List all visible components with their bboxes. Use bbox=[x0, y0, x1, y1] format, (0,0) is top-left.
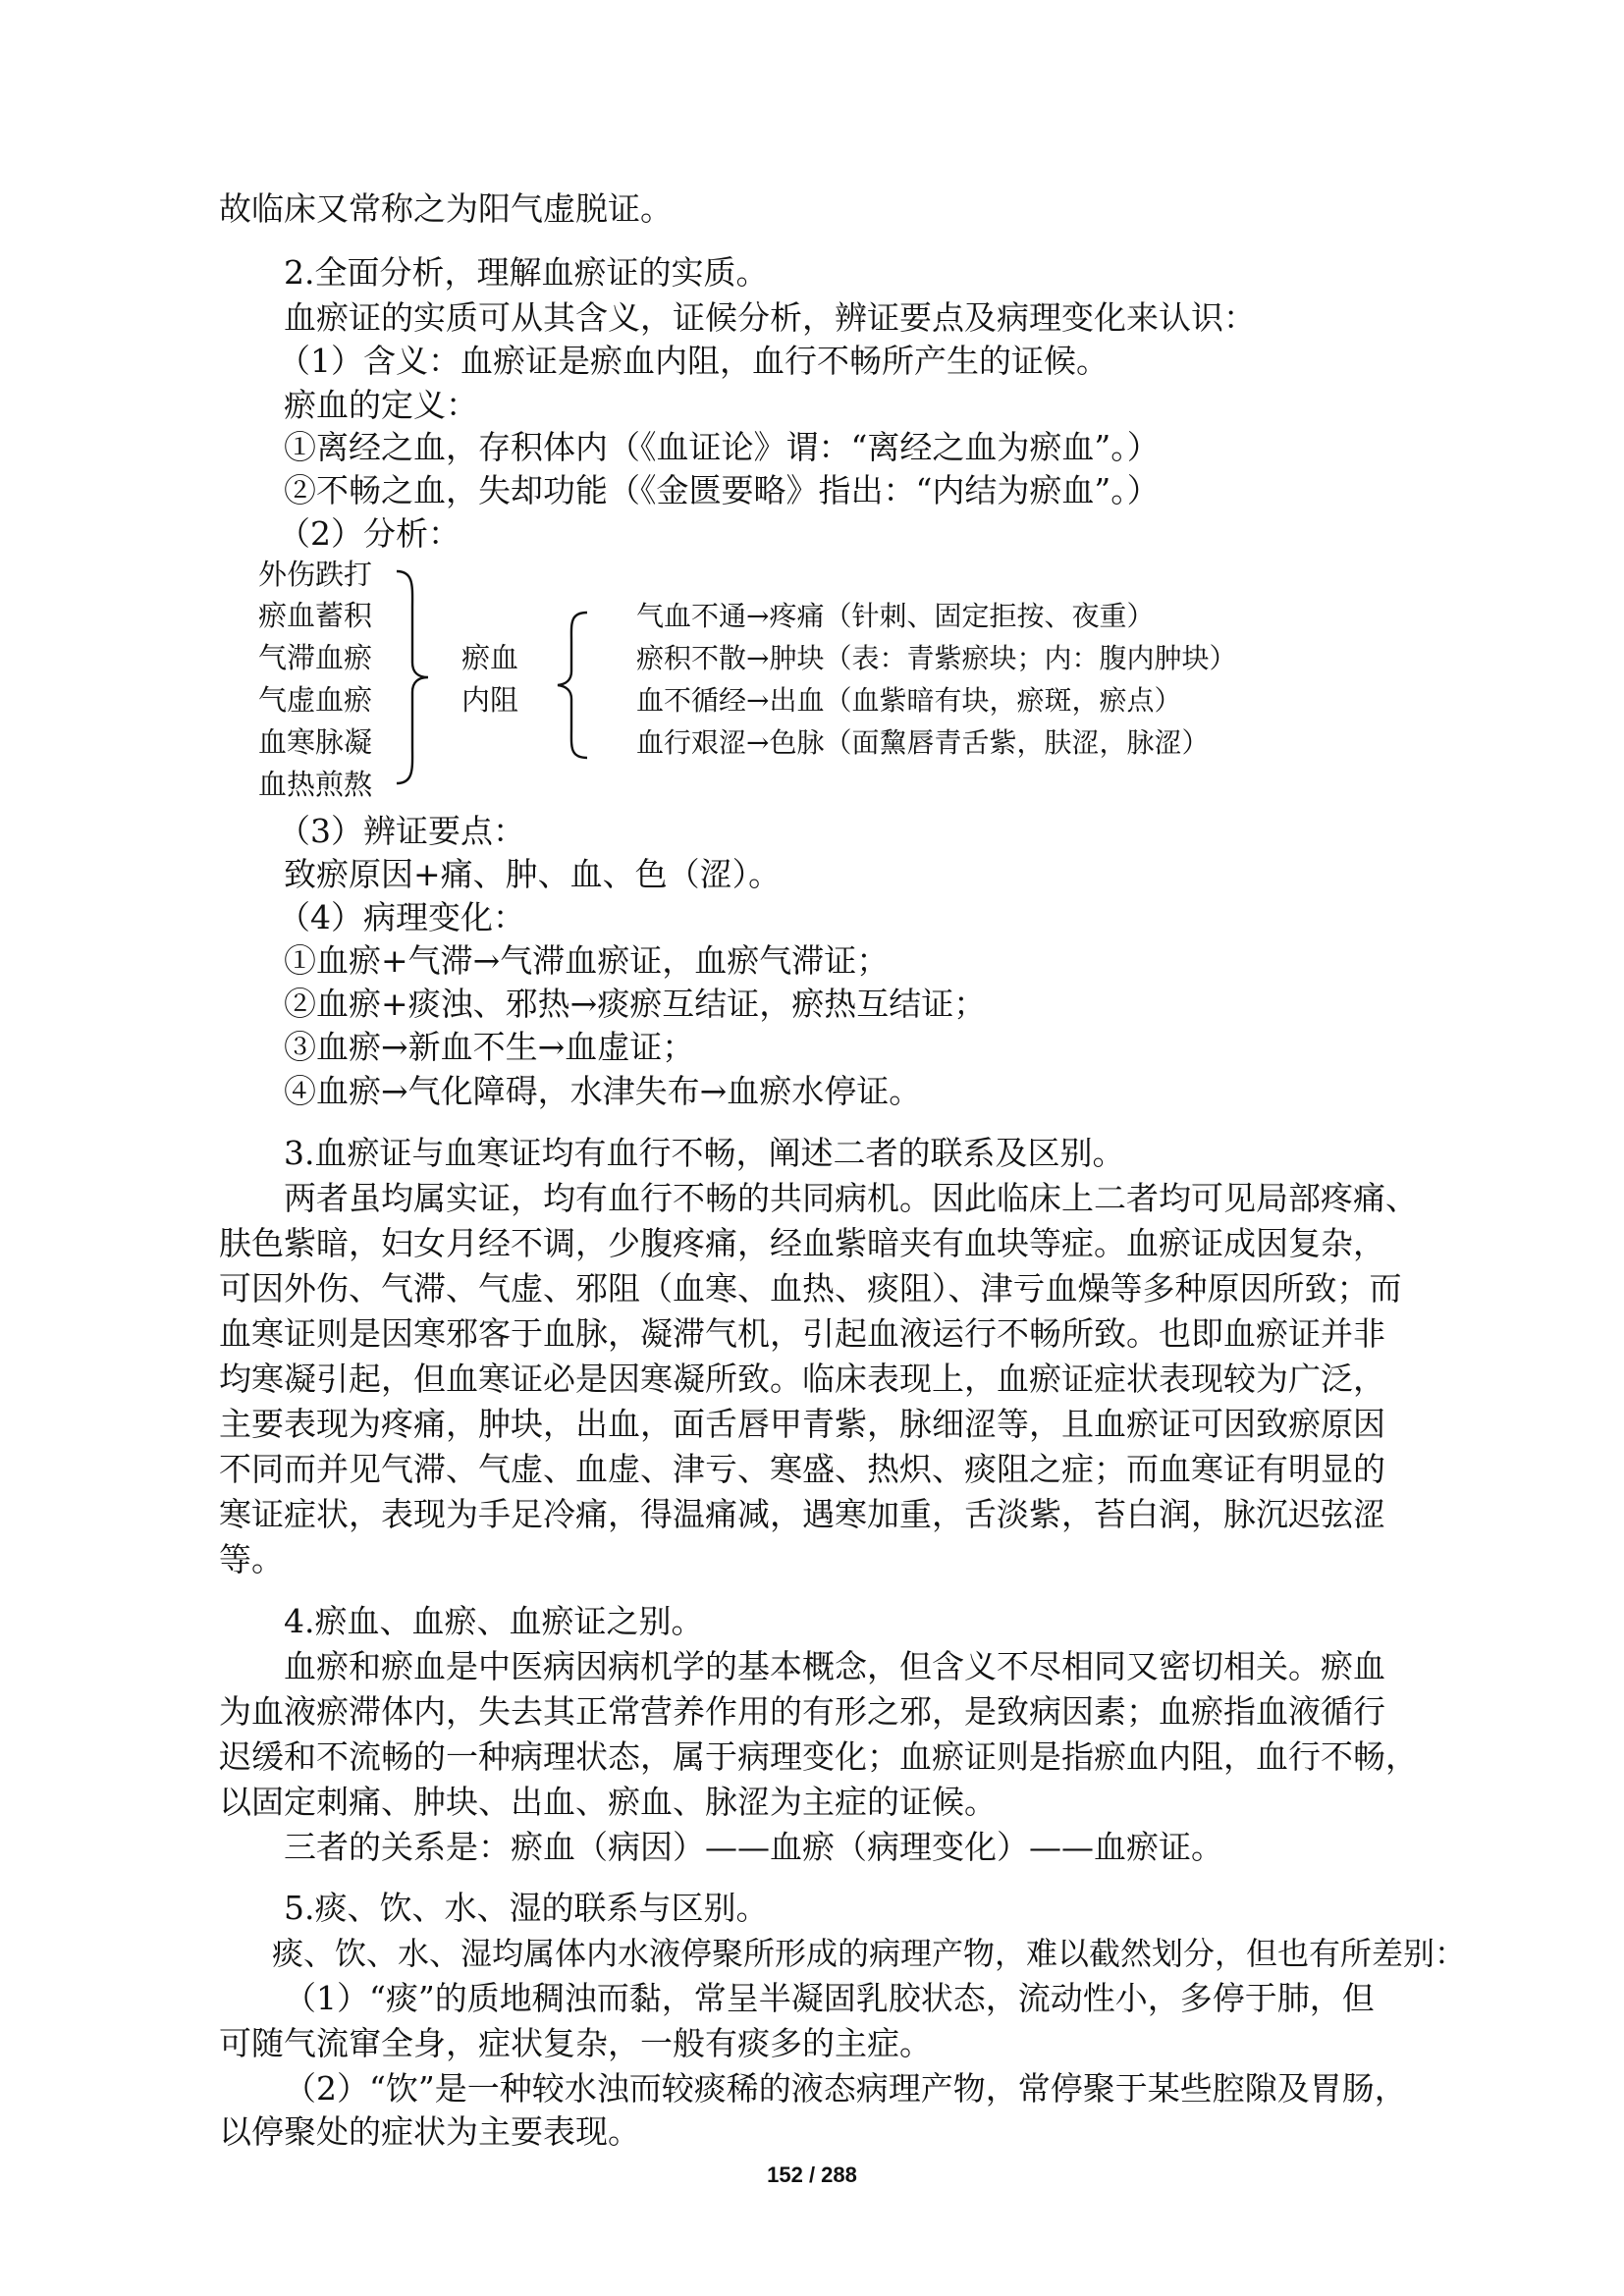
text-line: （1）含义：血瘀证是瘀血内阻，血行不畅所产生的证候。 bbox=[278, 342, 1109, 380]
text-line: 痰、饮、水、湿均属体内水液停聚所形成的病理产物，难以截然划分，但也有所差别： bbox=[272, 1935, 1467, 1972]
text-line: （2）“饮”是一种较水浊而较痰稀的液态病理产物，常停聚于某些腔隙及胃肠， bbox=[284, 2069, 1407, 2108]
text-line: ②不畅之血，失却功能（《金匮要略》指出：“内结为瘀血”。） bbox=[284, 471, 1160, 509]
text-line: ①离经之血，存积体内（《血证论》谓：“离经之血为瘀血”。） bbox=[284, 428, 1160, 466]
text-line: 血寒证则是因寒邪客于血脉，凝滞气机，引起血液运行不畅所致。也即血瘀证并非 bbox=[219, 1314, 1385, 1353]
diagram-center: 瘀血 bbox=[461, 641, 519, 674]
text-line: 致瘀原因+痛、肿、血、色（涩）。 bbox=[284, 855, 782, 893]
left-brace bbox=[550, 611, 599, 760]
diagram-cause: 瘀血蓄积 bbox=[258, 599, 373, 632]
diagram-cause: 血热煎熬 bbox=[258, 768, 373, 801]
text-line: 寒证症状，表现为手足冷痛，得温痛减，遇寒加重，舌淡紫，苔白润，脉沉迟弦涩 bbox=[219, 1495, 1385, 1533]
text-line: 可因外伤、气滞、气虚、邪阻（血寒、血热、痰阻）、津亏血燥等多种原因所致；而 bbox=[219, 1269, 1402, 1308]
text-line: 等。 bbox=[219, 1540, 284, 1578]
text-line: 以固定刺痛、肿块、出血、瘀血、脉涩为主症的证候。 bbox=[219, 1783, 997, 1821]
diagram-cause: 气滞血瘀 bbox=[258, 641, 373, 674]
text-line: （1）“痰”的质地稠浊而黏，常呈半凝固乳胶状态，流动性小，多停于肺，但 bbox=[284, 1979, 1375, 2017]
text-line: 三者的关系是：瘀血（病因）——血瘀（病理变化）——血瘀证。 bbox=[284, 1828, 1223, 1866]
page-number: 152 / 288 bbox=[767, 2163, 857, 2187]
text-line: 为血液瘀滞体内，失去其正常营养作用的有形之邪，是致病因素；血瘀指血液循行 bbox=[219, 1692, 1385, 1731]
text-line: ①血瘀+气滞→气滞血瘀证，血瘀气滞证； bbox=[284, 941, 890, 980]
text-line: 均寒凝引起，但血寒证必是因寒凝所致。临床表现上，血瘀证症状表现较为广泛， bbox=[219, 1360, 1385, 1398]
text-line: 故临床又常称之为阳气虚脱证。 bbox=[219, 189, 673, 228]
diagram-cause: 气虚血瘀 bbox=[258, 683, 373, 717]
diagram-effect: 瘀积不散→肿块（表：青紫瘀块；内：腹内肿块） bbox=[636, 642, 1237, 674]
section-heading-5: 5.痰、饮、水、湿的联系与区别。 bbox=[284, 1889, 769, 1927]
text-line: 血瘀证的实质可从其含义，证候分析，辨证要点及病理变化来认识： bbox=[284, 298, 1256, 337]
diagram-cause: 外伤跌打 bbox=[258, 558, 373, 591]
section-heading-2: 2.全面分析，理解血瘀证的实质。 bbox=[284, 253, 769, 292]
text-line: ②血瘀+痰浊、邪热→痰瘀互结证，瘀热互结证； bbox=[284, 985, 987, 1023]
diagram-effect: 血行艰涩→色脉（面黧唇青舌紫，肤涩，脉涩） bbox=[636, 726, 1210, 759]
text-line: 不同而并见气滞、气虚、血虚、津亏、寒盛、热炽、痰阻之症；而血寒证有明显的 bbox=[219, 1450, 1385, 1488]
text-line: ④血瘀→气化障碍，水津失布→血瘀水停证。 bbox=[284, 1072, 922, 1110]
text-line: 瘀血的定义： bbox=[284, 386, 478, 424]
section-heading-4: 4.瘀血、血瘀、血瘀证之别。 bbox=[284, 1602, 704, 1640]
text-line: 肤色紫暗，妇女月经不调，少腹疼痛，经血紫暗夹有血块等症。血瘀证成因复杂， bbox=[219, 1224, 1385, 1262]
text-line: 两者虽均属实证，均有血行不畅的共同病机。因此临床上二者均可见局部疼痛、 bbox=[284, 1179, 1418, 1217]
text-line: 主要表现为疼痛，肿块，出血，面舌唇甲青紫，脉细涩等，且血瘀证可因致瘀原因 bbox=[219, 1405, 1385, 1443]
diagram-cause: 血寒脉凝 bbox=[258, 725, 373, 759]
diagram-effect: 血不循经→出血（血紫暗有块，瘀斑，瘀点） bbox=[636, 684, 1182, 717]
text-line: 可随气流窜全身，症状复杂，一般有痰多的主症。 bbox=[219, 2024, 932, 2062]
right-brace bbox=[393, 569, 442, 785]
text-line: 以停聚处的症状为主要表现。 bbox=[219, 2112, 640, 2151]
text-line: （3）辨证要点： bbox=[278, 812, 525, 850]
section-heading-3: 3.血瘀证与血寒证均有血行不畅，阐述二者的联系及区别。 bbox=[284, 1134, 1125, 1172]
text-line: ③血瘀→新血不生→血虚证； bbox=[284, 1028, 695, 1066]
text-line: 血瘀和瘀血是中医病因病机学的基本概念，但含义不尽相同又密切相关。瘀血 bbox=[284, 1647, 1385, 1685]
text-line: （2）分析： bbox=[278, 514, 460, 553]
text-line: 迟缓和不流畅的一种病理状态，属于病理变化；血瘀证则是指瘀血内阻，血行不畅， bbox=[219, 1737, 1418, 1776]
text-line: （4）病理变化： bbox=[278, 898, 525, 936]
diagram-center: 内阻 bbox=[461, 683, 519, 717]
diagram-effect: 气血不通→疼痛（针刺、固定拒按、夜重） bbox=[636, 600, 1155, 632]
